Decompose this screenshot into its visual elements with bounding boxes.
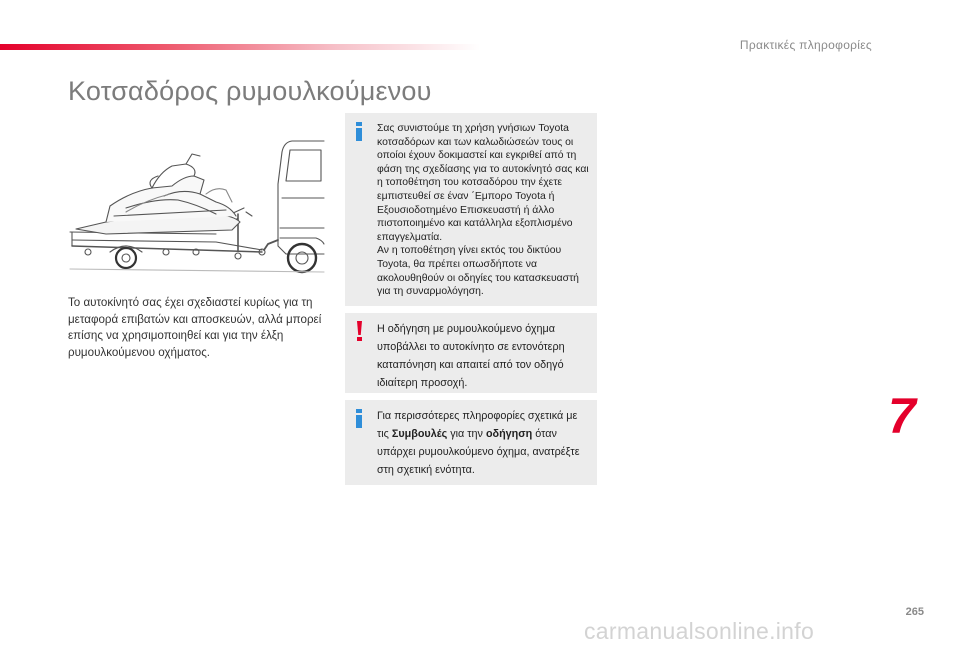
info-icon bbox=[356, 122, 362, 141]
advice-text-middle: για την bbox=[447, 428, 486, 440]
advice-link-driving: οδήγηση bbox=[485, 428, 533, 440]
page-title: Κοτσαδόρος ρυμουλκούμενου bbox=[68, 76, 432, 106]
info-note-paragraph-2: Αν η τοποθέτηση γίνει εκτός του δικτύου Toyota, θα πρέπει οπωσδήποτε να ακολουθηθούν οι οδηγίες του κατασκευαστή για τη συναρμολόγηση. bbox=[377, 245, 579, 298]
intro-paragraph: Το αυτοκίνητό σας έχει σχεδιαστεί κυρίως για τη μεταφορά επιβατών και αποσκευών, αλλά μπορεί επίσης να χρησιμοποιηθεί και για την έλξη ρυμουλκούμενου οχήματος. bbox=[68, 296, 322, 359]
info-note-driving-advice bbox=[345, 400, 597, 485]
section-title: Πρακτικές πληροφορίες bbox=[739, 38, 872, 52]
info-note-text bbox=[377, 122, 591, 299]
jet-ski-trailer-hitch-icon bbox=[66, 136, 326, 286]
advice-text-start: Για περισσότερες πληροφορίες σχετικά με τις bbox=[377, 410, 578, 440]
watermark: carmanualsonline.info bbox=[584, 618, 815, 644]
warning-note-towing bbox=[345, 313, 597, 393]
page-number: 265 bbox=[905, 606, 924, 618]
warning-note-text bbox=[377, 320, 591, 392]
trailer-illustration bbox=[66, 136, 326, 286]
advice-link-tips: Συμβουλές bbox=[391, 428, 448, 440]
advice-text-end: όταν υπάρχει ρυμουλκούμενο όχημα, ανατρέξτε στη σχετική ενότητα. bbox=[377, 428, 580, 476]
info-note-advice-paragraph bbox=[377, 407, 591, 479]
info-icon bbox=[356, 409, 362, 428]
warning-icon bbox=[357, 321, 363, 341]
chapter-number: 7 bbox=[888, 388, 916, 444]
info-note-genuine-towbar bbox=[345, 113, 597, 306]
header-accent-bar bbox=[0, 44, 480, 50]
warning-note-paragraph: Η οδήγηση με ρυμουλκούμενο όχημα υποβάλλει το αυτοκίνητο σε εντονότερη καταπόνηση και απαιτεί από τον οδηγό ιδιαίτερη προσοχή. bbox=[377, 323, 565, 389]
info-note-paragraph-1: Σας συνιστούμε τη χρήση γνήσιων Toyota κοτσαδόρων και των καλωδιώσεών τους οι οποίοι έχουν δοκιμαστεί και εγκριθεί από τη φάση της σχεδίασης για το αυτοκίνητό σας και η τοποθέτηση του κοτσαδόρου την έχετε εμπιστευθεί σε έναν ΄Εμπορο Toyota ή Εξουσιοδοτημένο Επισκευαστή ή άλλο πιστοποιημένο και κατάλληλα εξοπλισμένο επαγγελματία. bbox=[377, 123, 589, 243]
info-note-advice-text bbox=[377, 407, 591, 479]
